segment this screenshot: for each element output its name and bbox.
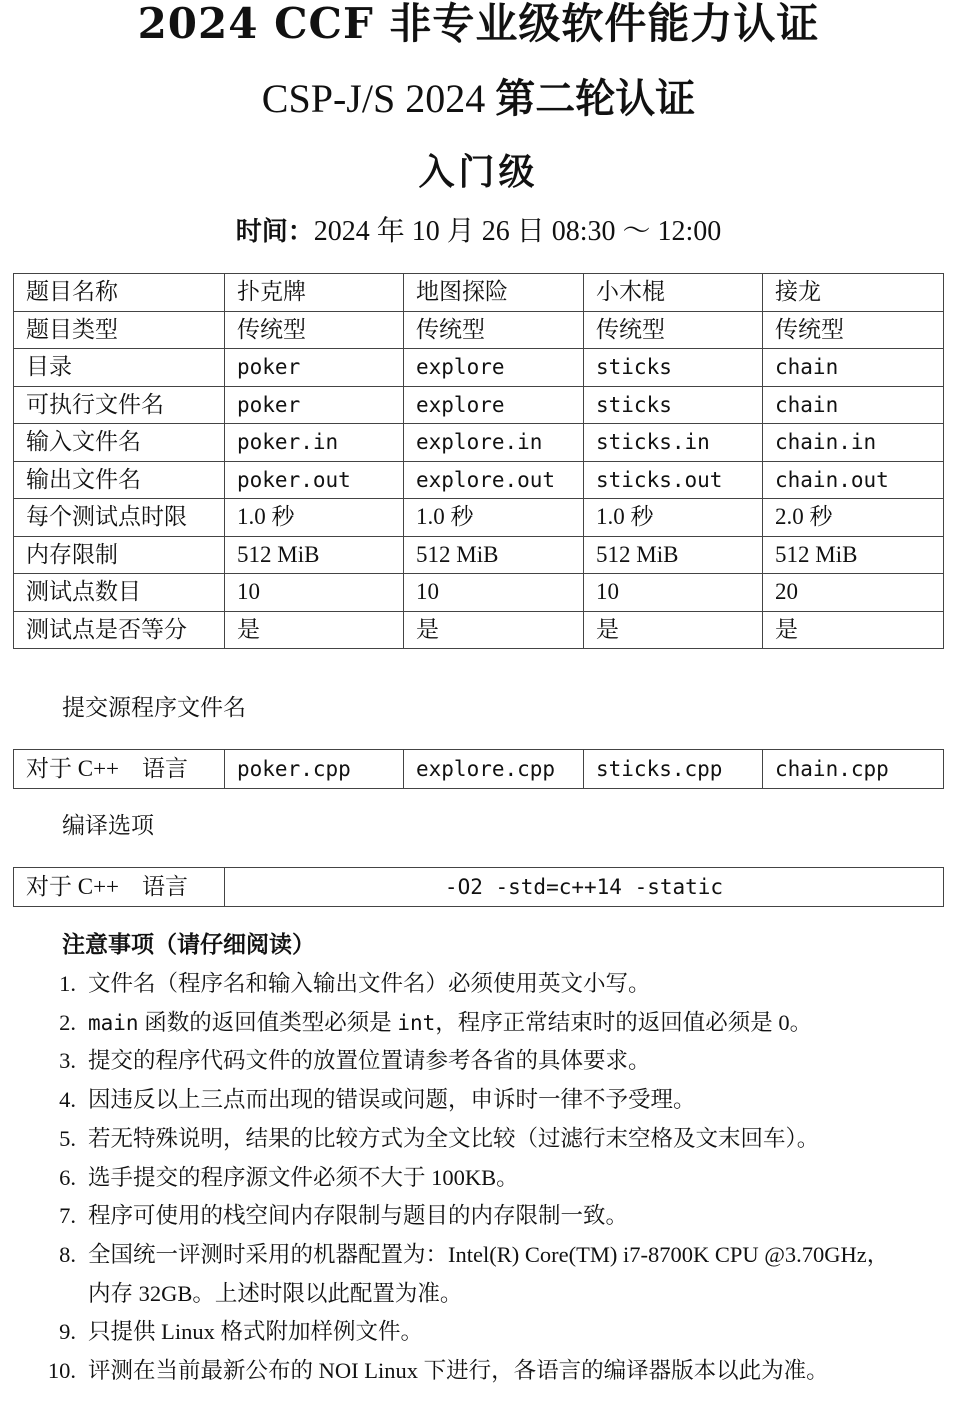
compile-options: -O2 -std=c++14 -static <box>225 868 944 907</box>
problem-table <box>13 273 944 649</box>
list-item <box>40 965 955 1004</box>
item-number: 4. <box>59 1087 76 1113</box>
row-label: 对于 C++ 语言 <box>14 750 225 789</box>
table-cell: 10 <box>584 574 763 612</box>
row-label: 对于 C++ 语言 <box>14 868 225 907</box>
row-label: 测试点是否等分 <box>14 611 225 649</box>
item-text: 程序可使用的栈空间内存限制与题目的内存限制一致。 <box>88 1203 629 1229</box>
table-cell: sticks <box>584 349 763 387</box>
item-number: 5. <box>59 1125 76 1151</box>
item-number: 6. <box>59 1164 76 1190</box>
table-cell: poker.out <box>225 461 404 499</box>
code-int: int <box>397 1010 436 1035</box>
table-cell: poker.in <box>225 424 404 462</box>
table-cell: 1.0 秒 <box>225 499 404 537</box>
subtitle-prefix: CSP-J/S 2024 <box>261 76 486 121</box>
table-row <box>14 574 944 612</box>
table-cell: sticks <box>584 386 763 424</box>
item-number: 9. <box>59 1319 76 1345</box>
table-cell: 20 <box>763 574 944 612</box>
table-cell: 接龙 <box>763 274 944 312</box>
list-item <box>40 1197 955 1236</box>
item-number: 2. <box>59 1009 76 1035</box>
notes-list <box>40 965 955 1391</box>
table-cell: 1.0 秒 <box>584 499 763 537</box>
table-cell: explore.cpp <box>404 750 584 789</box>
table-cell: 512 MiB <box>404 536 584 574</box>
table-cell: 传统型 <box>225 311 404 349</box>
time-value: 2024 年 10 月 26 日 08:30 ～ 12:00 <box>313 216 722 247</box>
item-text: 函数的返回值类型必须是 <box>138 1009 398 1035</box>
table-row <box>14 349 944 387</box>
table-cell: chain <box>763 349 944 387</box>
item-text: ，程序正常结束时的返回值必须是 0。 <box>435 1009 813 1035</box>
table-cell: explore <box>404 349 584 387</box>
row-label: 每个测试点时限 <box>14 499 225 537</box>
table-cell: chain <box>763 386 944 424</box>
table-row <box>14 424 944 462</box>
table-row <box>14 536 944 574</box>
list-item <box>40 1159 955 1198</box>
list-item <box>40 1081 955 1120</box>
item-text: 只提供 Linux 格式附加样例文件。 <box>88 1319 423 1345</box>
table-cell: 2.0 秒 <box>763 499 944 537</box>
table-cell: 是 <box>225 611 404 649</box>
document-title: 2024 CCF 非专业级软件能力认证 <box>137 0 820 48</box>
document-subtitle <box>0 74 957 124</box>
item-text: 文件名（程序名和输入输出文件名）必须使用英文小写。 <box>88 971 651 996</box>
row-label: 可执行文件名 <box>14 386 225 424</box>
table-cell: 扑克牌 <box>225 274 404 312</box>
table-cell: 10 <box>225 574 404 612</box>
item-number: 8. <box>59 1241 76 1267</box>
row-label: 内存限制 <box>14 536 225 574</box>
table-cell: 10 <box>404 574 584 612</box>
subtitle-suffix: 第二轮认证 <box>495 76 696 122</box>
table-cell: poker <box>225 349 404 387</box>
table-row <box>14 386 944 424</box>
row-label: 目录 <box>14 349 225 387</box>
table-cell: 是 <box>404 611 584 649</box>
table-cell: poker.cpp <box>225 750 404 789</box>
item-text: 选手提交的程序源文件必须不大于 100KB。 <box>88 1164 519 1190</box>
item-number: 1. <box>59 971 76 996</box>
compile-section-label: 编译选项 <box>62 813 154 839</box>
item-number: 10. <box>47 1358 76 1384</box>
item-number: 3. <box>59 1048 76 1074</box>
table-cell: chain.cpp <box>763 750 944 789</box>
item-text: 评测在当前最新公布的 NOI Linux 下进行，各语言的编译器版本以此为准。 <box>88 1358 829 1384</box>
list-item <box>40 1120 955 1159</box>
item-text: 若无特殊说明，结果的比较方式为全文比较（过滤行末空格及文末回车）。 <box>88 1125 820 1151</box>
list-item <box>40 1042 955 1081</box>
table-cell: 小木棍 <box>584 274 763 312</box>
table-row <box>14 750 944 789</box>
item-number: 7. <box>59 1203 76 1229</box>
compile-table <box>13 867 944 907</box>
item-text: 全国统一评测时采用的机器配置为：Intel(R) Core(TM) i7-8700K CPU @3.70GHz， <box>88 1241 890 1267</box>
row-label: 输入文件名 <box>14 424 225 462</box>
row-label: 题目名称 <box>14 274 225 312</box>
table-row <box>14 461 944 499</box>
table-cell: 地图探险 <box>404 274 584 312</box>
table-row <box>14 868 944 907</box>
table-cell: 1.0 秒 <box>404 499 584 537</box>
item-text-continued: 内存 32GB。上述时限以此配置为准。 <box>88 1280 463 1306</box>
table-row <box>14 311 944 349</box>
list-item <box>40 1352 955 1391</box>
item-text: 提交的程序代码文件的放置位置请参考各省的具体要求。 <box>88 1048 651 1074</box>
notes-title: 注意事项（请仔细阅读） <box>62 932 315 958</box>
table-cell: 是 <box>584 611 763 649</box>
code-main: main <box>88 1010 139 1035</box>
table-cell: 传统型 <box>584 311 763 349</box>
table-cell: explore.in <box>404 424 584 462</box>
table-cell: sticks.cpp <box>584 750 763 789</box>
list-item <box>40 1236 955 1313</box>
table-cell: chain.out <box>763 461 944 499</box>
table-cell: chain.in <box>763 424 944 462</box>
row-label: 测试点数目 <box>14 574 225 612</box>
list-item <box>40 1313 955 1352</box>
table-cell: 传统型 <box>404 311 584 349</box>
submit-table <box>13 749 944 789</box>
table-cell: explore.out <box>404 461 584 499</box>
table-cell: sticks.in <box>584 424 763 462</box>
table-cell: explore <box>404 386 584 424</box>
table-cell: poker <box>225 386 404 424</box>
item-text: 因违反以上三点而出现的错误或问题，申诉时一律不予受理。 <box>88 1087 696 1113</box>
row-label: 输出文件名 <box>14 461 225 499</box>
table-cell: 传统型 <box>763 311 944 349</box>
time-label: 时间： <box>235 217 314 247</box>
exam-time <box>0 212 957 252</box>
submit-section-label: 提交源程序文件名 <box>62 695 246 721</box>
table-cell: 是 <box>763 611 944 649</box>
table-row <box>14 274 944 312</box>
list-item <box>40 1004 955 1043</box>
row-label: 题目类型 <box>14 311 225 349</box>
level-title: 入门级 <box>418 152 539 193</box>
table-row <box>14 499 944 537</box>
table-row <box>14 611 944 649</box>
table-cell: 512 MiB <box>763 536 944 574</box>
table-cell: 512 MiB <box>225 536 404 574</box>
table-cell: 512 MiB <box>584 536 763 574</box>
table-cell: sticks.out <box>584 461 763 499</box>
